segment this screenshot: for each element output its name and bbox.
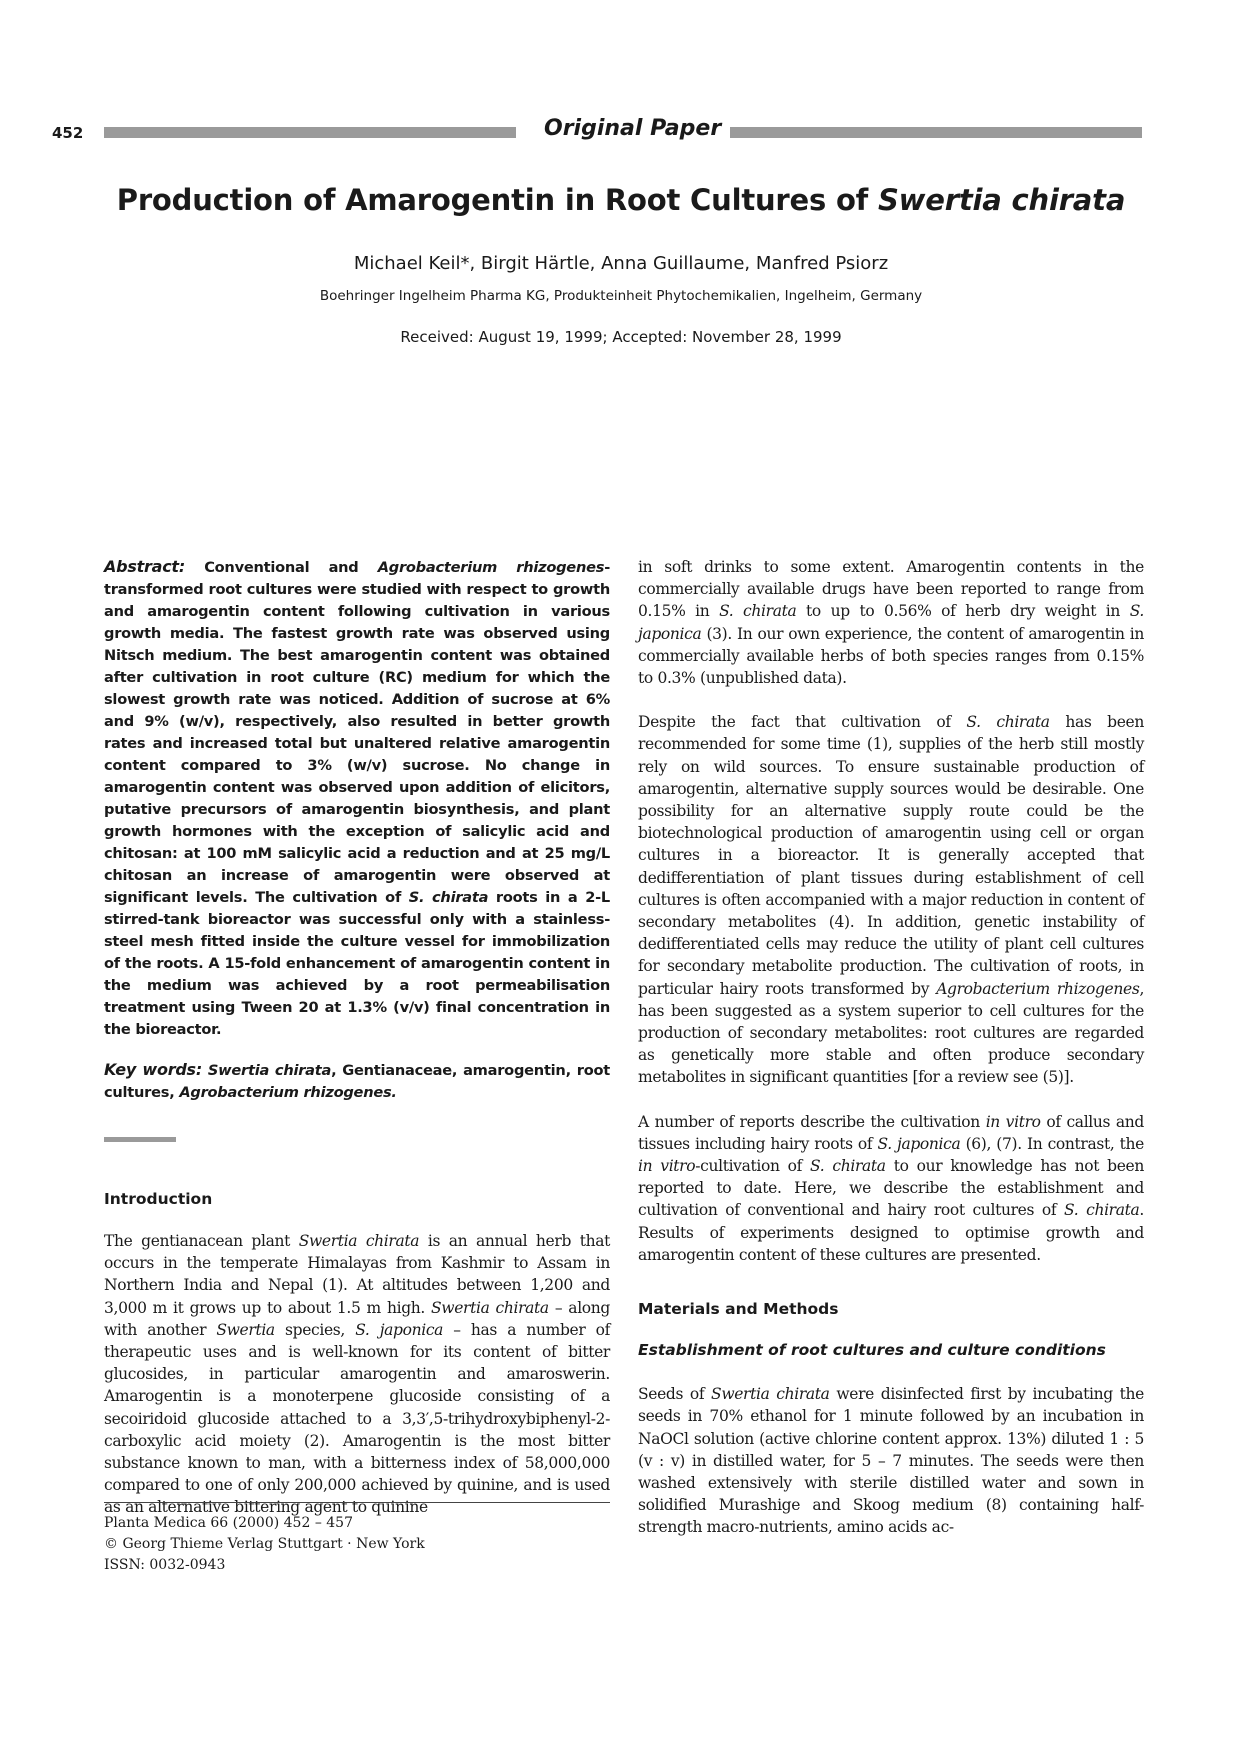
header-rule-left xyxy=(104,127,516,138)
affiliation: Boehringer Ingelheim Pharma KG, Produkteinheit Phytochemikalien, Ingelheim, Germany xyxy=(319,288,923,304)
journal-citation: Planta Medica 66 (2000) 452 – 457 xyxy=(104,1515,353,1531)
italic-term: S. japonica xyxy=(638,602,1144,643)
italic-term: in vitro xyxy=(638,1157,696,1176)
abstract-text: Conventional and Agrobacterium rhizogenes-transformed root cultures were studied with respect to growth and amarogentin content following cultivation in various growth media. The fastest growth rate was observed using Nitsch medium. The best amarogentin content was obtained after cultivation in root culture (RC) medium for which the slowest growth rate was noticed. Addition of sucrose at 6% and 9% (w/v), respectively, also resulted in better growth rates and increased total but unaltered relative amarogentin content compared to 3% (w/v) sucrose. No change in amarogentin content was observed upon addition of elicitors, putative precursors of amarogentin biosynthesis, and plant growth hormones with the exception of salicylic acid and chitosan: at 100 mM salicylic acid a reduction and at 25 mg/L chitosan an increase of amarogentin were observed at significant levels. The cultivation of S. chirata roots in a 2-L stirred-tank bioreactor was successful only with a stainless-steel mesh fitted inside the culture vessel for immobilization of the roots. A 15-fold enhancement of amarogentin content in the medium was achieved by a root permeabilisation treatment using Tween 20 at 1.3% (v/v) final concentration in the bioreactor. xyxy=(104,559,610,1038)
italic-term: S. chirata xyxy=(408,889,489,906)
methods-heading: Materials and Methods xyxy=(638,1300,839,1319)
introduction-heading: Introduction xyxy=(104,1190,213,1208)
italic-term: S. chirata xyxy=(719,602,797,621)
left-column xyxy=(104,556,610,1519)
publisher: © Georg Thieme Verlag Stuttgart · New York xyxy=(104,1536,425,1552)
paper-title: Production of Amarogentin in Root Cultures of Swertia chirata xyxy=(116,183,1126,217)
italic-term: S. japonica xyxy=(355,1320,444,1339)
italic-term: S. chirata xyxy=(810,1157,886,1176)
header-rule-right xyxy=(730,127,1142,138)
italic-term: Swertia chirata xyxy=(711,1385,830,1404)
introduction-paragraph: The gentianacean plant Swertia chirata is an annual herb that occurs in the temperate Himalayas from Kashmir to Assam in Northern India and Nepal (1). At altitudes between 1,200 and 3,000 m it grows up to about 1.5 m high. Swertia chirata – along with another Swertia species, S. japonica – has a number of therapeutic uses and is well-known for its content of bitter glucosides, in particular amarogentin and amaroswerin. Amarogentin is a monoterpene glucoside consisting of a secoiridoid glucoside attached to a 3,3′,5-trihydroxybiphenyl-2-carboxylic acid moiety (2). Amarogentin is the most bitter substance known to man, with a bitterness index of 58,000,000 compared to one of only 200,000 achieved by quinine, and is used as an alternative bittering agent to quinine xyxy=(104,1232,610,1517)
italic-term: Agrobacterium rhizogenes xyxy=(377,559,605,576)
abstract xyxy=(104,556,610,1041)
page-header xyxy=(52,116,1142,146)
issn: ISSN: 0032-0943 xyxy=(104,1557,226,1573)
italic-term: Swertia chirata xyxy=(431,1298,549,1317)
paragraph-1: in soft drinks to some extent. Amarogentin contents in the commercially available drugs have been reported to range from 0.15% in S. chirata to up to 0.56% of herb dry weight in S. japonica (3). In our own experience, the content of amarogentin in commercially available herbs of both species ranges from 0.15% to 0.3% (unpublished data). xyxy=(638,558,1144,688)
section-label: Original Paper xyxy=(544,116,722,141)
right-column xyxy=(638,556,1144,1539)
italic-term: S. chirata xyxy=(1064,1201,1140,1220)
keywords xyxy=(104,1059,610,1104)
italic-term: Agrobacterium rhizogenes xyxy=(936,979,1140,998)
paragraph-2: Despite the fact that cultivation of S. chirata has been recommended for some time (1), supplies of the herb still mostly rely on wild sources. To ensure sustainable production of amarogentin, alternative supply sources would be desirable. One possibility for an alternative supply route could be the biotechnological production of amarogentin using cell or organ cultures in a bioreactor. It is generally accepted that dedifferentiation of plant tissues during establishment of cell cultures is often accompanied with a major reduction in content of secondary metabolites (4). In addition, genetic instability of dedifferentiated cells may reduce the utility of plant cell cultures for secondary metabolite production. The cultivation of roots, in particular hairy roots transformed by Agrobacterium rhizogenes, has been suggested as a system superior to cell cultures for the production of secondary metabolites: root cultures are regarded as genetically more stable and often produce secondary metabolites in significant quantities [for a review see (5)]. xyxy=(638,713,1145,1087)
received-accepted-dates: Received: August 19, 1999; Accepted: November 28, 1999 xyxy=(400,328,842,346)
italic-term: Swertia chirata xyxy=(298,1232,420,1250)
citation-footer xyxy=(104,1502,610,1576)
italic-term: Swertia chirata xyxy=(207,1062,332,1079)
keywords-text: Swertia chirata, Gentianaceae, amarogentin, root cultures, Agrobacterium rhizogenes. xyxy=(104,1062,610,1101)
italic-term: Swertia xyxy=(216,1320,275,1339)
keywords-label: Key words: xyxy=(104,1060,202,1079)
italic-term: Agrobacterium rhizogenes. xyxy=(179,1084,397,1101)
italic-term: S. chirata xyxy=(966,713,1050,732)
page-number: 452 xyxy=(52,124,84,142)
paragraph-3: A number of reports describe the cultivation in vitro of callus and tissues including hairy roots of S. japonica (6), (7). In contrast, the in vitro-cultivation of S. chirata to our knowledge has not been reported to date. Here, we describe the establishment and cultivation of conventional and hairy root cultures of S. chirata. Results of experiments designed to optimise growth and amarogentin content of these cultures are presented. xyxy=(638,1112,1144,1264)
section-divider xyxy=(104,1137,176,1142)
abstract-label: Abstract: xyxy=(104,557,185,576)
paragraph-4: Seeds of Swertia chirata were disinfected first by incubating the seeds in 70% ethanol for 1 minute followed by an incubation in NaOCl solution (active chlorine content approx. 13%) diluted 1 : 5 (v : v) in distilled water, for 5 – 7 minutes. The seeds were then washed extensively with sterile distilled water and sown in solidified Murashige and Skoog medium (8) containing half-strength macro-nutrients, amino acids ac- xyxy=(638,1385,1144,1537)
italic-term: Swertia chirata xyxy=(878,183,1126,217)
italic-term: S. japonica xyxy=(877,1134,961,1153)
methods-subheading: Establishment of root cultures and culture conditions xyxy=(638,1341,1106,1360)
italic-term: in vitro xyxy=(985,1112,1041,1131)
authors: Michael Keil*, Birgit Härtle, Anna Guillaume, Manfred Psiorz xyxy=(353,253,889,274)
